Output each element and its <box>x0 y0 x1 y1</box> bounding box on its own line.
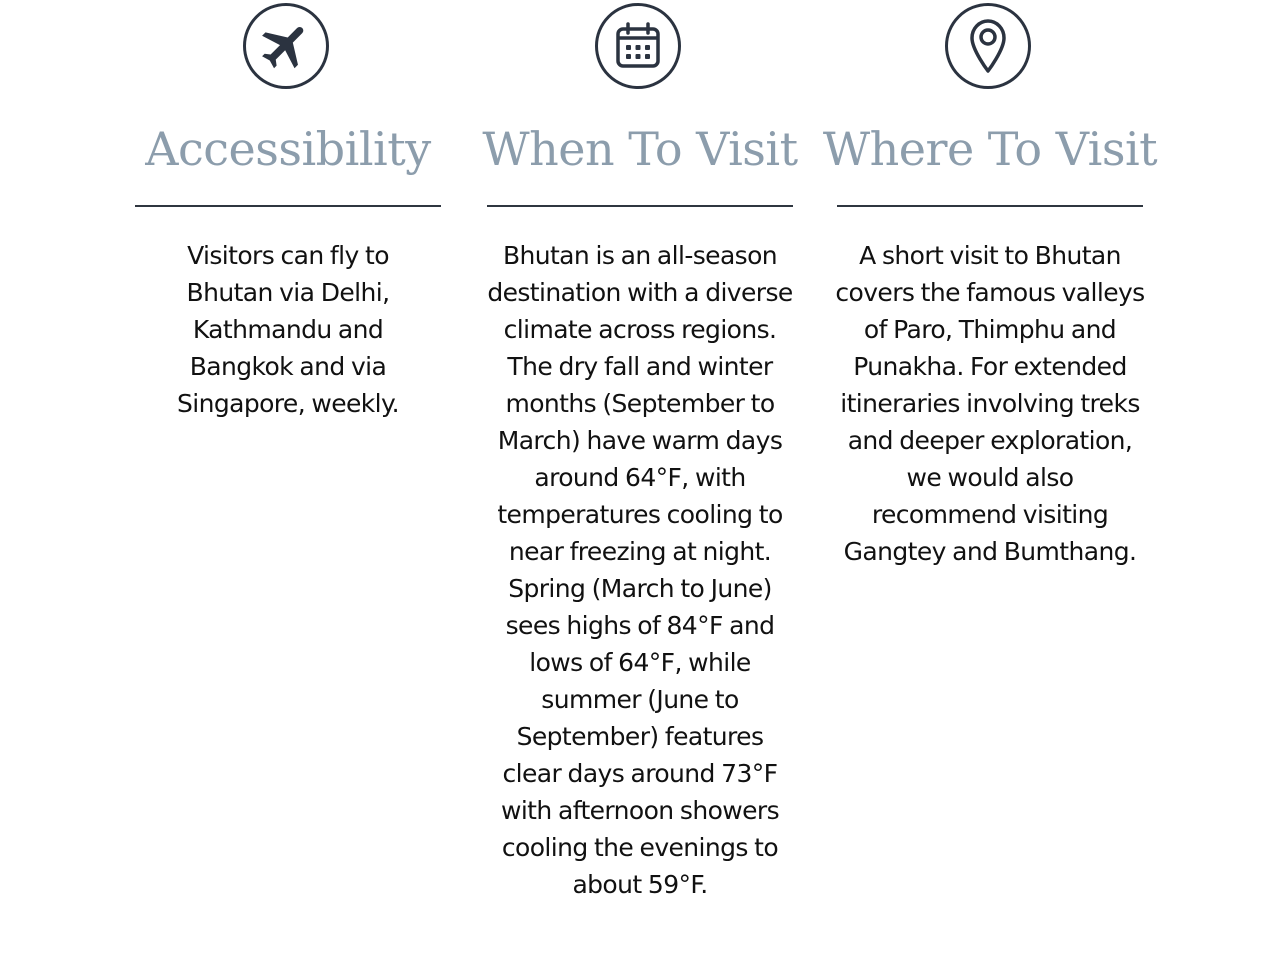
column-heading: Where To Visit <box>822 122 1158 176</box>
divider <box>837 205 1143 207</box>
column-body-text: Bhutan is an all-season destination with a diverse climate across regions. The dry fall and winter months (September to March) have warm days around 64°F, with temperatures cooling to near freezing at night. Spring (March to June) sees highs of 84°F and lows of 64°F, while summer (June to September) features clear days around 73°F with afternoon showers cooling the evenings to about 59°F. <box>487 241 793 899</box>
column-heading: When To Visit <box>482 122 798 176</box>
divider <box>135 205 441 207</box>
column-body-text: A short visit to Bhutan covers the famous valleys of Paro, Thimphu and Punakha. For extended itineraries involving treks and deeper exploration, we would also recommend visiting Gangtey and Bumthang. <box>835 241 1145 566</box>
airplane-icon <box>243 3 329 89</box>
map-pin-icon <box>945 3 1031 89</box>
calendar-icon <box>595 3 681 89</box>
column-heading: Accessibility <box>145 122 431 176</box>
column-body-text: Visitors can fly to Bhutan via Delhi, Kathmandu and Bangkok and via Singapore, weekly. <box>176 241 400 418</box>
divider <box>487 205 793 207</box>
